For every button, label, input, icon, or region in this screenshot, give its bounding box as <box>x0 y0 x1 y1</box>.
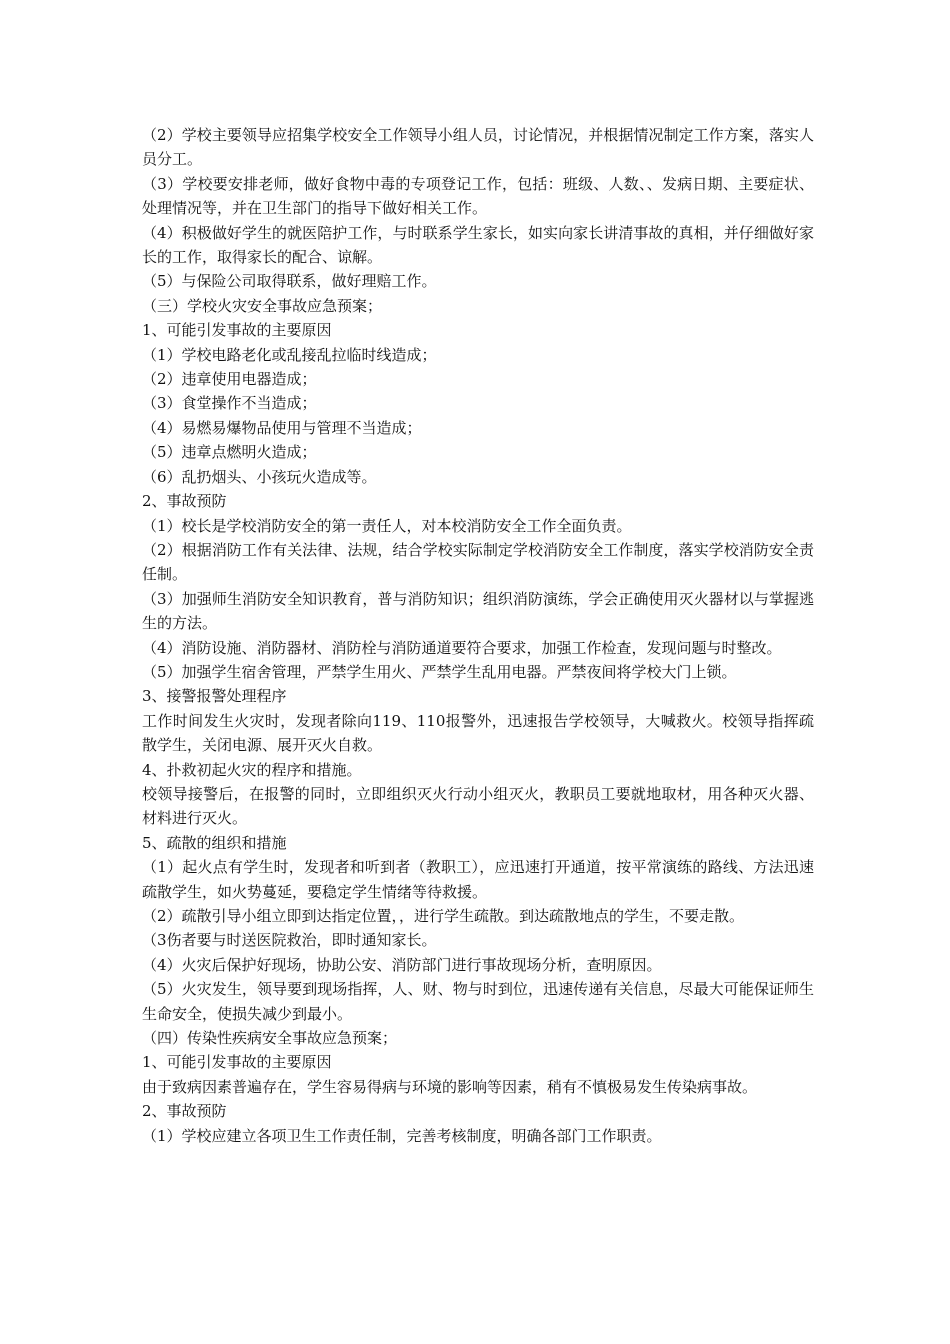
list-item: （5）违章点燃明火造成； <box>142 443 317 462</box>
subsection-heading: 2、事故预防 <box>142 1102 227 1121</box>
subsection-heading: 4、扑救初起火灾的程序和措施。 <box>142 760 362 779</box>
paragraph: （3）学校要安排老师，做好食物中毒的专项登记工作，包括：班级、人数、、发病日期、主要症状、处理情况等，并在卫生部门的指导下做好相关工作。 <box>142 174 814 218</box>
list-item: （1）校长是学校消防安全的第一责任人，对本校消防安全工作全面负责。 <box>142 516 632 535</box>
list-item: （4）火灾后保护好现场，协助公安、消防部门进行事故现场分析，查明原因。 <box>142 955 662 974</box>
list-item: （1）起火点有学生时，发现者和听到者（教职工），应迅速打开通道，按平常演练的路线、方法迅速疏散学生，如火势蔓延，要稳定学生情绪等待救援。 <box>142 858 814 901</box>
document-body <box>142 123 814 1148</box>
subsection-heading: 3、接警报警处理程序 <box>142 687 287 706</box>
subsection-heading: 1、可能引发事故的主要原因 <box>142 1053 332 1072</box>
list-item: （3）加强师生消防安全知识教育，普与消防知识；组织消防演练，学会正确使用灭火器材以与掌握逃生的方法。 <box>142 589 814 633</box>
list-item: （5）火灾发生，领导要到现场指挥，人、财、物与时到位，迅速传递有关信息，尽最大可能保证师生生命安全，使损失减少到最小。 <box>142 980 814 1023</box>
list-item: （4）消防设施、消防器材、消防栓与消防通道要符合要求，加强工作检查，发现问题与时整改。 <box>142 638 782 657</box>
list-item: （1）学校应建立各项卫生工作责任制，完善考核制度，明确各部门工作职责。 <box>142 1126 662 1145</box>
list-item: （6）乱扔烟头、小孩玩火造成等。 <box>142 467 377 486</box>
subsection-heading: 2、事故预防 <box>142 492 227 511</box>
paragraph: （5）与保险公司取得联系，做好理赔工作。 <box>142 272 437 291</box>
list-item: （2）根据消防工作有关法律、法规，结合学校实际制定学校消防安全工作制度，落实学校消防安全责任制。 <box>142 540 814 584</box>
subsection-heading: 1、可能引发事故的主要原因 <box>142 321 332 340</box>
list-item: （1）学校电路老化或乱接乱拉临时线造成； <box>142 345 437 364</box>
paragraph: 由于致病因素普遍存在，学生容易得病与环境的影响等因素，稍有不慎极易发生传染病事故。 <box>142 1077 758 1096</box>
list-item: （4）易燃易爆物品使用与管理不当造成； <box>142 418 422 437</box>
list-item: （3伤者要与时送医院救治，即时通知家长。 <box>142 931 437 950</box>
list-item: （3）食堂操作不当造成； <box>142 394 317 413</box>
list-item: （5）加强学生宿舍管理，严禁学生用火、严禁学生乱用电器。严禁夜间将学校大门上锁。 <box>142 662 737 681</box>
list-item: （2）疏散引导小组立即到达指定位置，，进行学生疏散。到达疏散地点的学生，不要走散。 <box>142 907 745 925</box>
section-heading: （四）传染性疾病安全事故应急预案； <box>142 1029 398 1048</box>
paragraph: 工作时间发生火灾时，发现者除向119、110报警外，迅速报告学校领导，大喊救火。校领导指挥疏散学生，关闭电源、展开灭火自救。 <box>142 711 814 755</box>
paragraph: 校领导接警后，在报警的同时，立即组织灭火行动小组灭火，教职员工要就地取材，用各种灭火器、材料进行灭火。 <box>142 784 814 828</box>
paragraph: （2）学校主要领导应招集学校安全工作领导小组人员，讨论情况，并根据情况制定工作方案，落实人员分工。 <box>142 126 814 169</box>
section-heading: （三）学校火灾安全事故应急预案； <box>142 296 383 315</box>
paragraph: （4）积极做好学生的就医陪护工作，与时联系学生家长，如实向家长讲清事故的真相，并仔细做好家长的工作，取得家长的配合、谅解。 <box>142 223 814 267</box>
list-item: （2）违章使用电器造成； <box>142 370 317 389</box>
subsection-heading: 5、疏散的组织和措施 <box>142 833 287 852</box>
